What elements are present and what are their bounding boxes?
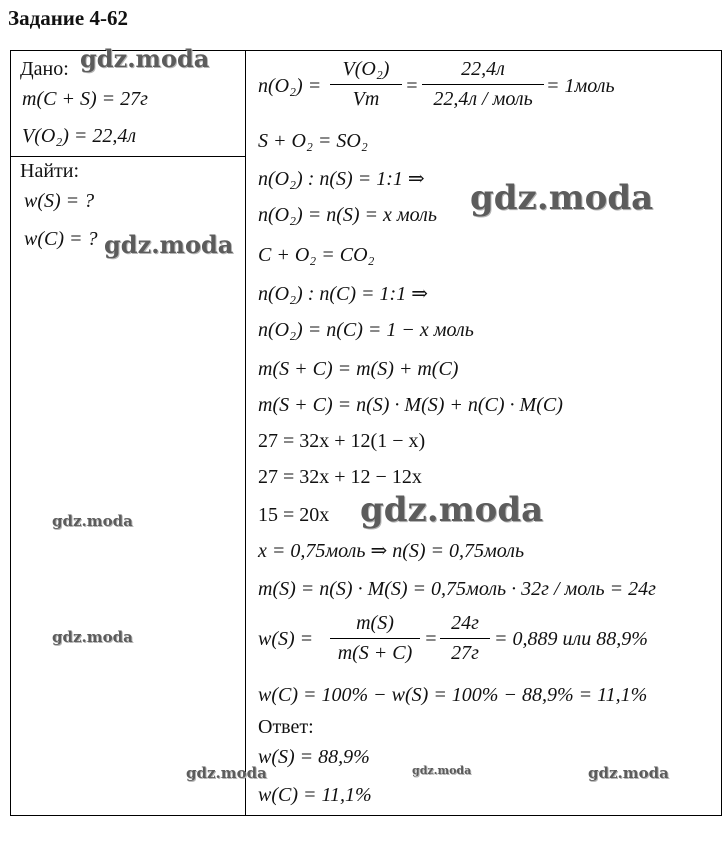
find-wc: w(C) = ? (24, 228, 98, 250)
given-mass: m(C + S) = 27г (22, 88, 148, 110)
watermark: gdz.moda (80, 44, 210, 73)
fraction-bar-2 (422, 84, 544, 85)
watermark: gdz.moda (52, 628, 133, 646)
watermark: gdz.moda (588, 764, 669, 782)
ws-eq: = (424, 628, 438, 650)
ws-denominator: m(S + C) (337, 642, 413, 664)
watermark: gdz.moda (104, 230, 234, 259)
solution-line-13: x = 0,75моль ⇒ n(S) = 0,75моль (258, 540, 525, 562)
n-o2-result: = 1моль (546, 75, 615, 97)
watermark: gdz.moda (412, 764, 472, 777)
n-o2-numerator: V(O₂) (342, 58, 390, 80)
n-o2-denominator-2: 22,4л / моль (433, 88, 533, 110)
table-right-border (721, 51, 722, 815)
n-o2-denominator: Vm (352, 88, 380, 110)
n-o2-fraction-1 (330, 58, 402, 111)
ws-lhs: w(S) = (258, 628, 314, 650)
answer-label: Ответ: (258, 716, 314, 738)
watermark: gdz.moda (360, 490, 544, 530)
fraction-bar (330, 84, 402, 85)
n-o2-numerator-2: 22,4л (461, 58, 505, 80)
ws-numerator-2: 24г (451, 612, 479, 634)
solution-line-6: n(O₂) : n(C) = 1:1 ⇒ (258, 283, 428, 305)
solution-line-16: w(C) = 100% − w(S) = 100% − 88,9% = 11,1% (258, 684, 648, 706)
solution-line-2: S + O₂ = SO₂ (258, 130, 368, 152)
find-label: Найти: (20, 160, 80, 182)
table-column-divider (245, 51, 246, 815)
given-find-divider (10, 156, 245, 157)
solution-line-3: n(O₂) : n(S) = 1:1 ⇒ (258, 168, 425, 190)
solution-line-11: 27 = 32x + 12 − 12x (258, 466, 422, 488)
ws-fraction-bar-2 (440, 638, 490, 639)
watermark: gdz.moda (52, 512, 133, 530)
n-o2-fraction-2 (422, 58, 544, 111)
ws-fraction-bar (330, 638, 420, 639)
answer-ws: w(S) = 88,9% (258, 746, 370, 768)
answer-wc: w(C) = 11,1% (258, 784, 372, 806)
watermark: gdz.moda (186, 764, 267, 782)
given-volume: V(O₂) = 22,4л (22, 125, 137, 147)
n-o2-eq: = (405, 75, 419, 97)
task-title: Задание 4-62 (8, 6, 128, 30)
table-left-border (10, 51, 11, 815)
find-ws: w(S) = ? (24, 190, 95, 212)
ws-fraction-1 (330, 612, 420, 665)
ws-result: = 0,889 или 88,9% (494, 628, 648, 650)
given-label: Дано: (20, 58, 69, 80)
n-o2-lhs: n(O₂) = (258, 75, 322, 97)
ws-denominator-2: 27г (451, 642, 479, 664)
ws-numerator: m(S) (356, 612, 394, 634)
solution-line-14: m(S) = n(S) · M(S) = 0,75моль · 32г / моль = 24г (258, 578, 656, 600)
solution-line-4: n(O₂) = n(S) = x моль (258, 204, 437, 226)
watermark: gdz.moda (470, 178, 654, 218)
solution-line-12: 15 = 20x (258, 504, 330, 526)
ws-fraction-2 (440, 612, 490, 665)
solution-line-10: 27 = 32x + 12(1 − x) (258, 430, 426, 452)
solution-line-5: C + O₂ = CO₂ (258, 244, 375, 266)
solution-line-8: m(S + C) = m(S) + m(C) (258, 358, 459, 380)
solution-line-7: n(O₂) = n(C) = 1 − x моль (258, 319, 474, 341)
solution-line-9: m(S + C) = n(S) · M(S) + n(C) · M(C) (258, 394, 563, 416)
